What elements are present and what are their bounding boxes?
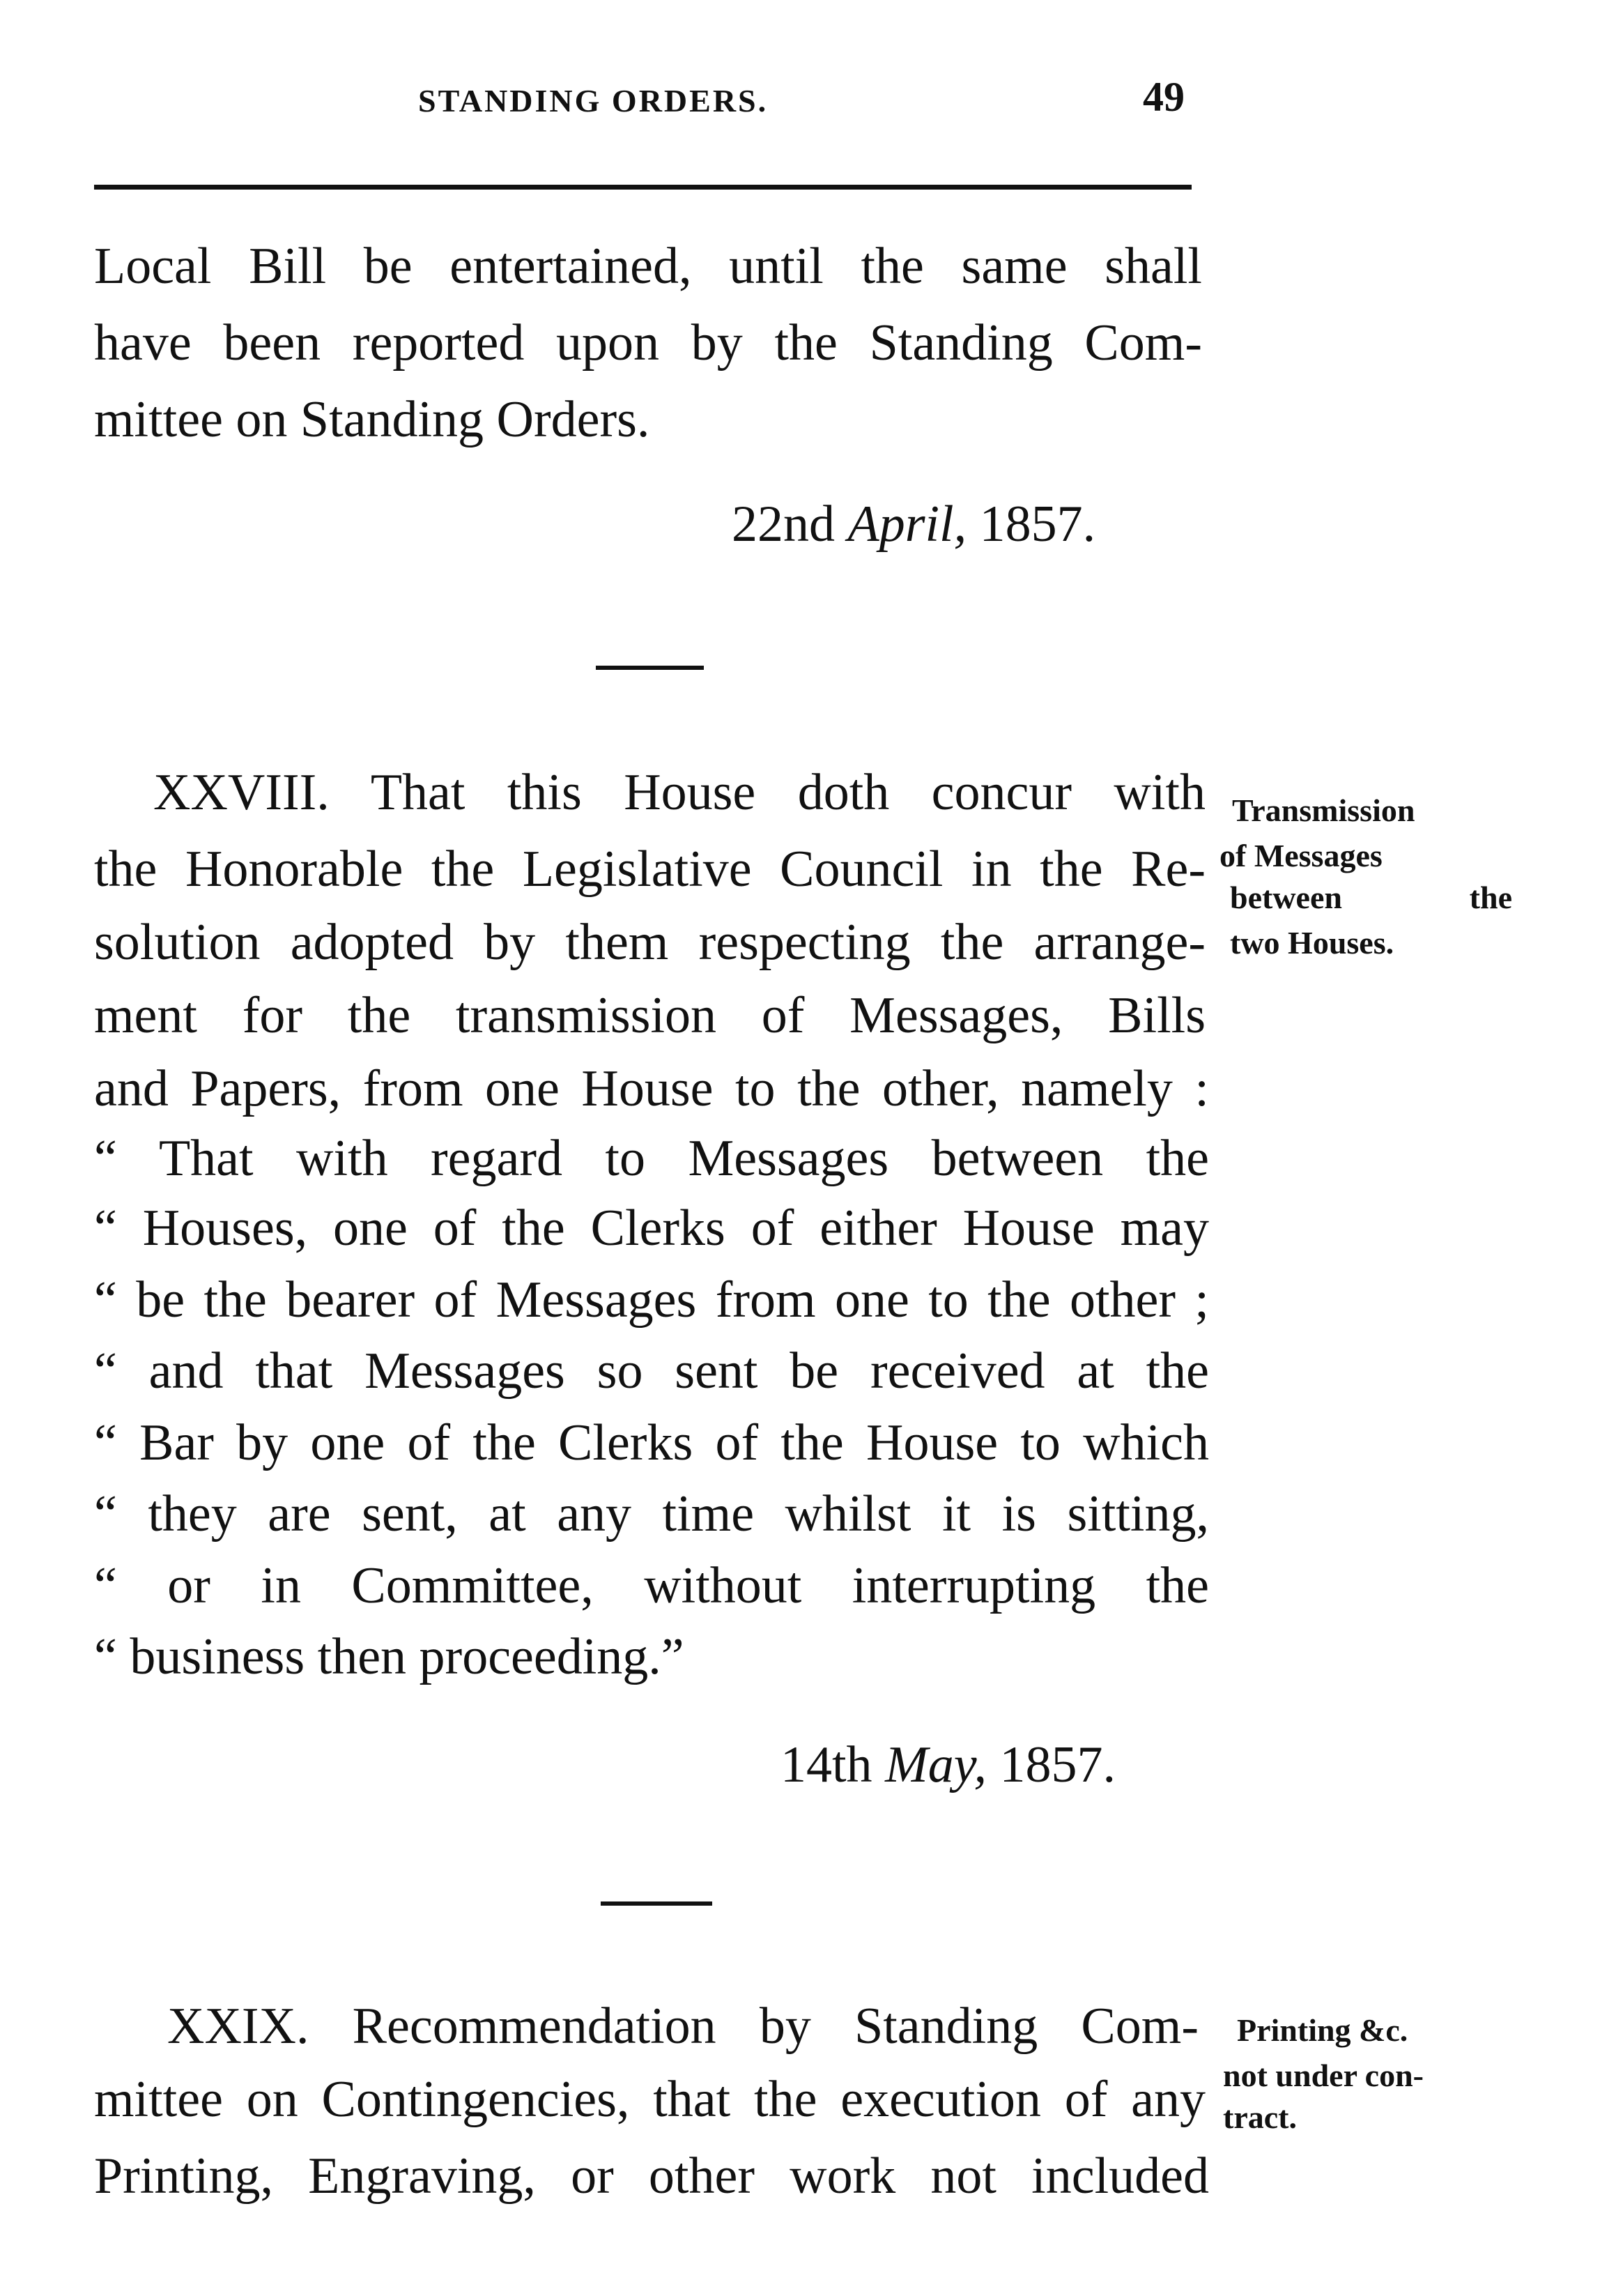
margin-note-line: Transmission [1232, 793, 1415, 828]
date-month: April, [847, 496, 967, 553]
body-line: mittee on Standing Orders. [94, 391, 650, 448]
body-line: “ Houses, one of the Clerks of either House may [94, 1200, 1209, 1257]
body-line: “ they are sent, at any time whilst it is sitting, [94, 1485, 1209, 1543]
date-day: 14th [780, 1736, 872, 1793]
body-line: “ and that Messages so sent be received at the [94, 1342, 1209, 1400]
body-line: “ business then proceeding.” [94, 1628, 684, 1685]
body-line: “ Bar by one of the Clerks of the House to which [94, 1414, 1209, 1471]
section-divider [596, 666, 704, 670]
body-line: XXVIII. That this House doth concur with [153, 764, 1206, 821]
date-year: 1857. [979, 496, 1096, 553]
date-day: 22nd [732, 496, 835, 553]
body-line: mittee on Contingencies, that the execution of any [94, 2071, 1206, 2128]
date-year: 1857. [999, 1736, 1116, 1793]
margin-note-line: tract. [1223, 2099, 1297, 2135]
body-line: Printing, Engraving, or other work not included [94, 2148, 1209, 2205]
running-header-title: STANDING ORDERS. [418, 83, 769, 118]
body-line: the Honorable the Legislative Council in the Re- [94, 841, 1206, 898]
header-rule [94, 185, 1192, 190]
margin-note-line: not under con- [1223, 2058, 1424, 2093]
margin-note-line: two Houses. [1230, 925, 1394, 961]
body-line: solution adopted by them respecting the arrange- [94, 914, 1206, 971]
date-month: May, [885, 1736, 987, 1793]
body-line: have been reported upon by the Standing Com- [94, 314, 1202, 372]
margin-note-line: Printing &c. [1237, 2012, 1408, 2048]
margin-note-line: between the [1230, 880, 1512, 915]
body-line: “ That with regard to Messages between the [94, 1130, 1209, 1187]
body-line: “ or in Committee, without interrupting the [94, 1557, 1209, 1614]
body-line: and Papers, from one House to the other, namely : [94, 1060, 1209, 1117]
margin-note-line: of Messages [1219, 838, 1383, 873]
body-line: XXIX. Recommendation by Standing Com- [167, 1998, 1199, 2055]
body-line: Local Bill be entertained, until the same shall [94, 238, 1202, 295]
date-line [732, 496, 1096, 553]
date-line [780, 1736, 1116, 1793]
page-number: 49 [1143, 74, 1185, 120]
body-line: ment for the transmission of Messages, Bills [94, 987, 1206, 1044]
section-divider [601, 1901, 712, 1906]
body-line: “ be the bearer of Messages from one to the other ; [94, 1271, 1209, 1329]
